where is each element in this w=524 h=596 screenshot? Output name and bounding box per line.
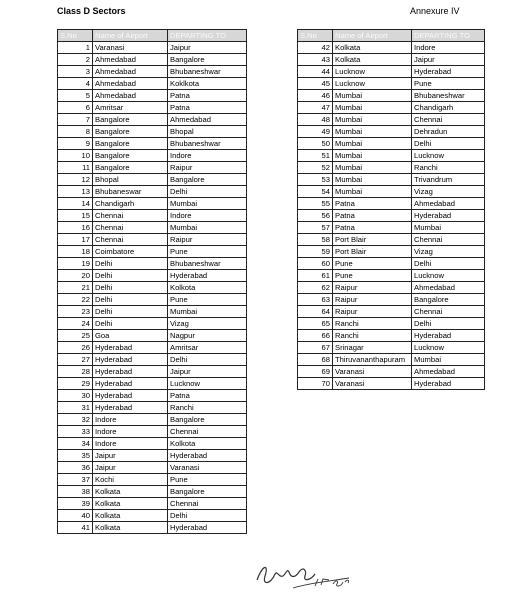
row-departing-to: Ahmedabad (412, 366, 485, 378)
table-row (58, 198, 247, 210)
row-serial-number: 67 (298, 342, 333, 354)
row-serial-number: 16 (58, 222, 93, 234)
sectors-table-right (297, 29, 485, 390)
row-serial-number: 14 (58, 198, 93, 210)
table-row (58, 150, 247, 162)
row-serial-number: 43 (298, 54, 333, 66)
row-airport: Mumbai (333, 138, 412, 150)
row-serial-number: 41 (58, 522, 93, 534)
row-serial-number: 57 (298, 222, 333, 234)
row-airport: Raipur (333, 306, 412, 318)
row-departing-to: Koklkota (168, 78, 247, 90)
row-serial-number: 37 (58, 474, 93, 486)
row-serial-number: 15 (58, 210, 93, 222)
row-departing-to: Ranchi (168, 402, 247, 414)
table-row (58, 510, 247, 522)
table-row (298, 90, 485, 102)
row-departing-to: Bangalore (168, 414, 247, 426)
row-departing-to: Bhubaneshwar (412, 90, 485, 102)
row-serial-number: 45 (298, 78, 333, 90)
header-airport: Name of Airport (93, 30, 168, 42)
row-airport: Raipur (333, 282, 412, 294)
table-row (298, 66, 485, 78)
row-serial-number: 60 (298, 258, 333, 270)
row-serial-number: 36 (58, 462, 93, 474)
row-serial-number: 23 (58, 306, 93, 318)
table-row (58, 174, 247, 186)
row-departing-to: Hyderabad (168, 450, 247, 462)
table-row (298, 102, 485, 114)
row-departing-to: Lucknow (412, 270, 485, 282)
row-airport: Delhi (93, 294, 168, 306)
row-airport: Raipur (333, 294, 412, 306)
row-airport: Thiruvananthapuram (333, 354, 412, 366)
sectors-table-left (57, 29, 247, 534)
table-row (298, 198, 485, 210)
row-departing-to: Pune (412, 78, 485, 90)
row-serial-number: 40 (58, 510, 93, 522)
row-airport: Varanasi (333, 378, 412, 390)
row-airport: Pune (333, 270, 412, 282)
table-row (58, 66, 247, 78)
row-departing-to: Jaipur (168, 42, 247, 54)
table-row (58, 462, 247, 474)
header-departing: DEPARTING TO (168, 30, 247, 42)
row-serial-number: 20 (58, 270, 93, 282)
header-sno: S.No (298, 30, 333, 42)
row-airport: Port Blair (333, 246, 412, 258)
row-serial-number: 47 (298, 102, 333, 114)
table-row (58, 234, 247, 246)
table-row (58, 270, 247, 282)
table-row (58, 354, 247, 366)
row-departing-to: Vizag (412, 186, 485, 198)
row-airport: Lucknow (333, 78, 412, 90)
row-serial-number: 8 (58, 126, 93, 138)
row-serial-number: 38 (58, 486, 93, 498)
row-departing-to: Mumbai (168, 306, 247, 318)
row-airport: Ahmedabad (93, 78, 168, 90)
row-departing-to: Mumbai (168, 222, 247, 234)
row-departing-to: Bhubaneshwar (168, 138, 247, 150)
row-airport: Lucknow (333, 66, 412, 78)
row-airport: Mumbai (333, 90, 412, 102)
table-row (298, 114, 485, 126)
row-airport: Delhi (93, 306, 168, 318)
row-departing-to: Lucknow (412, 342, 485, 354)
row-serial-number: 11 (58, 162, 93, 174)
table-row (298, 222, 485, 234)
row-departing-to: Ahmedabad (412, 198, 485, 210)
table-row (58, 186, 247, 198)
row-departing-to: Chennai (168, 498, 247, 510)
row-serial-number: 52 (298, 162, 333, 174)
row-airport: Mumbai (333, 174, 412, 186)
row-departing-to: Jaipur (412, 54, 485, 66)
row-airport: Mumbai (333, 102, 412, 114)
row-airport: Ranchi (333, 318, 412, 330)
row-departing-to: Chennai (412, 306, 485, 318)
row-departing-to: Ahmedabad (168, 114, 247, 126)
row-serial-number: 30 (58, 390, 93, 402)
row-airport: Ahmedabad (93, 54, 168, 66)
row-departing-to: Kolkota (168, 282, 247, 294)
row-departing-to: Raipur (168, 234, 247, 246)
row-departing-to: Hyderabad (168, 522, 247, 534)
row-serial-number: 31 (58, 402, 93, 414)
row-departing-to: Raipur (168, 162, 247, 174)
row-airport: Bangalore (93, 138, 168, 150)
row-serial-number: 10 (58, 150, 93, 162)
row-departing-to: Mumbai (168, 198, 247, 210)
row-airport: Ahmedabad (93, 66, 168, 78)
row-airport: Bhopal (93, 174, 168, 186)
row-departing-to: Patna (168, 390, 247, 402)
table-header-row (298, 30, 485, 42)
row-airport: Bhubaneswar (93, 186, 168, 198)
row-serial-number: 51 (298, 150, 333, 162)
table-row (58, 90, 247, 102)
row-serial-number: 7 (58, 114, 93, 126)
row-airport: Kochi (93, 474, 168, 486)
table-row (298, 378, 485, 390)
row-serial-number: 34 (58, 438, 93, 450)
row-departing-to: Jaipur (168, 366, 247, 378)
row-departing-to: Hyderabad (412, 330, 485, 342)
table-row (298, 306, 485, 318)
header-sno: S.No (58, 30, 93, 42)
table-row (298, 330, 485, 342)
row-serial-number: 6 (58, 102, 93, 114)
row-departing-to: Bhubaneshwar (168, 258, 247, 270)
table-row (58, 306, 247, 318)
row-departing-to: Vizag (168, 318, 247, 330)
row-serial-number: 19 (58, 258, 93, 270)
row-serial-number: 21 (58, 282, 93, 294)
row-serial-number: 66 (298, 330, 333, 342)
row-departing-to: Delhi (168, 186, 247, 198)
row-departing-to: Delhi (412, 318, 485, 330)
table-row (298, 342, 485, 354)
row-serial-number: 9 (58, 138, 93, 150)
row-serial-number: 44 (298, 66, 333, 78)
row-serial-number: 27 (58, 354, 93, 366)
row-departing-to: Lucknow (412, 150, 485, 162)
row-departing-to: Kolkota (168, 438, 247, 450)
row-airport: Chennai (93, 222, 168, 234)
row-airport: Kolkata (93, 486, 168, 498)
row-serial-number: 55 (298, 198, 333, 210)
row-airport: Bangalore (93, 162, 168, 174)
table-header-row (58, 30, 247, 42)
table-row (298, 282, 485, 294)
row-serial-number: 35 (58, 450, 93, 462)
row-airport: Mumbai (333, 150, 412, 162)
row-serial-number: 39 (58, 498, 93, 510)
row-serial-number: 42 (298, 42, 333, 54)
row-airport: Ahmedabad (93, 90, 168, 102)
row-airport: Kolkata (93, 522, 168, 534)
table-row (58, 126, 247, 138)
table-row (58, 318, 247, 330)
table-row (298, 126, 485, 138)
row-departing-to: Delhi (168, 354, 247, 366)
row-departing-to: Amritsar (168, 342, 247, 354)
table-row (58, 498, 247, 510)
row-airport: Hyderabad (93, 342, 168, 354)
row-departing-to: Mumbai (412, 354, 485, 366)
row-departing-to: Indore (168, 150, 247, 162)
table-row (298, 234, 485, 246)
table-row (58, 330, 247, 342)
table-row (298, 54, 485, 66)
row-airport: Hyderabad (93, 354, 168, 366)
row-airport: Amritsar (93, 102, 168, 114)
row-serial-number: 64 (298, 306, 333, 318)
row-departing-to: Pune (168, 474, 247, 486)
row-airport: Kolkata (333, 42, 412, 54)
row-serial-number: 53 (298, 174, 333, 186)
annexure-label: Annexure IV (410, 6, 460, 16)
row-departing-to: Indore (412, 42, 485, 54)
row-serial-number: 26 (58, 342, 93, 354)
row-serial-number: 62 (298, 282, 333, 294)
row-departing-to: Chennai (412, 114, 485, 126)
row-serial-number: 5 (58, 90, 93, 102)
table-row (298, 174, 485, 186)
row-serial-number: 3 (58, 66, 93, 78)
row-airport: Indore (93, 426, 168, 438)
row-departing-to: Patna (168, 102, 247, 114)
row-airport: Hyderabad (93, 378, 168, 390)
row-airport: Mumbai (333, 186, 412, 198)
row-serial-number: 68 (298, 354, 333, 366)
row-airport: Pune (333, 258, 412, 270)
page-title: Class D Sectors (57, 6, 126, 16)
row-airport: Delhi (93, 270, 168, 282)
table-row (298, 138, 485, 150)
row-serial-number: 61 (298, 270, 333, 282)
row-airport: Patna (333, 198, 412, 210)
row-departing-to: Patna (168, 90, 247, 102)
row-serial-number: 28 (58, 366, 93, 378)
row-serial-number: 22 (58, 294, 93, 306)
row-serial-number: 46 (298, 90, 333, 102)
table-row (298, 246, 485, 258)
table-row (298, 210, 485, 222)
table-row (58, 522, 247, 534)
table-row (58, 54, 247, 66)
signature (253, 558, 363, 594)
table-row (58, 138, 247, 150)
row-departing-to: Vizag (412, 246, 485, 258)
row-serial-number: 29 (58, 378, 93, 390)
header-airport: Name of Airport (333, 30, 412, 42)
row-airport: Ranchi (333, 330, 412, 342)
table-row (58, 102, 247, 114)
row-departing-to: Bangalore (168, 486, 247, 498)
row-departing-to: Hyderabad (168, 270, 247, 282)
table-row (58, 210, 247, 222)
row-serial-number: 63 (298, 294, 333, 306)
row-airport: Jaipur (93, 450, 168, 462)
row-airport: Bangalore (93, 114, 168, 126)
table-row (298, 294, 485, 306)
row-airport: Delhi (93, 258, 168, 270)
row-airport: Varanasi (93, 42, 168, 54)
table-row (58, 366, 247, 378)
header-departing: DEPARTING TO (412, 30, 485, 42)
row-airport: Chennai (93, 234, 168, 246)
row-departing-to: Bangalore (412, 294, 485, 306)
row-airport: Indore (93, 414, 168, 426)
row-airport: Kolkata (93, 498, 168, 510)
table-row (58, 114, 247, 126)
row-airport: Bangalore (93, 150, 168, 162)
row-serial-number: 59 (298, 246, 333, 258)
row-airport: Bangalore (93, 126, 168, 138)
row-airport: Varanasi (333, 366, 412, 378)
row-serial-number: 17 (58, 234, 93, 246)
row-airport: Indore (93, 438, 168, 450)
row-departing-to: Indore (168, 210, 247, 222)
row-serial-number: 54 (298, 186, 333, 198)
row-serial-number: 2 (58, 54, 93, 66)
row-departing-to: Bangalore (168, 174, 247, 186)
row-airport: Mumbai (333, 126, 412, 138)
row-airport: Mumbai (333, 162, 412, 174)
table-row (58, 426, 247, 438)
row-departing-to: Pune (168, 294, 247, 306)
row-airport: Srinagar (333, 342, 412, 354)
row-departing-to: Chennai (412, 234, 485, 246)
table-row (298, 318, 485, 330)
row-departing-to: Delhi (412, 258, 485, 270)
row-departing-to: Varanasi (168, 462, 247, 474)
row-airport: Hyderabad (93, 402, 168, 414)
row-serial-number: 58 (298, 234, 333, 246)
row-departing-to: Hyderabad (412, 66, 485, 78)
table-row (298, 150, 485, 162)
table-row (58, 78, 247, 90)
row-serial-number: 50 (298, 138, 333, 150)
row-airport: Chandigarh (93, 198, 168, 210)
table-row (58, 294, 247, 306)
row-departing-to: Ahmedabad (412, 282, 485, 294)
row-serial-number: 25 (58, 330, 93, 342)
table-row (298, 366, 485, 378)
row-serial-number: 24 (58, 318, 93, 330)
row-serial-number: 33 (58, 426, 93, 438)
row-serial-number: 70 (298, 378, 333, 390)
row-airport: Hyderabad (93, 366, 168, 378)
row-airport: Delhi (93, 282, 168, 294)
row-airport: Patna (333, 210, 412, 222)
row-departing-to: Bhopal (168, 126, 247, 138)
table-row (58, 450, 247, 462)
row-departing-to: Bhubaneshwar (168, 66, 247, 78)
row-departing-to: Pune (168, 246, 247, 258)
table-row (58, 414, 247, 426)
table-row (58, 222, 247, 234)
row-departing-to: Bangalore (168, 54, 247, 66)
row-departing-to: Lucknow (168, 378, 247, 390)
row-airport: Mumbai (333, 114, 412, 126)
row-departing-to: Hyderabad (412, 210, 485, 222)
table-row (58, 258, 247, 270)
row-serial-number: 12 (58, 174, 93, 186)
row-airport: Delhi (93, 318, 168, 330)
row-airport: Hyderabad (93, 390, 168, 402)
row-serial-number: 13 (58, 186, 93, 198)
table-row (58, 42, 247, 54)
row-departing-to: Ranchi (412, 162, 485, 174)
row-departing-to: Dehradun (412, 126, 485, 138)
row-serial-number: 48 (298, 114, 333, 126)
table-row (298, 270, 485, 282)
row-airport: Kolkata (93, 510, 168, 522)
row-serial-number: 49 (298, 126, 333, 138)
row-departing-to: Delhi (168, 510, 247, 522)
table-row (58, 246, 247, 258)
row-airport: Patna (333, 222, 412, 234)
row-departing-to: Trivandrum (412, 174, 485, 186)
row-departing-to: Hyderabad (412, 378, 485, 390)
row-serial-number: 18 (58, 246, 93, 258)
table-row (58, 474, 247, 486)
table-row (298, 78, 485, 90)
row-serial-number: 4 (58, 78, 93, 90)
row-departing-to: Mumbai (412, 222, 485, 234)
table-row (58, 402, 247, 414)
row-airport: Kolkata (333, 54, 412, 66)
table-row (298, 42, 485, 54)
table-row (58, 282, 247, 294)
table-row (298, 354, 485, 366)
row-airport: Chennai (93, 210, 168, 222)
row-airport: Port Blair (333, 234, 412, 246)
table-row (58, 438, 247, 450)
table-row (58, 486, 247, 498)
row-departing-to: Delhi (412, 138, 485, 150)
row-serial-number: 1 (58, 42, 93, 54)
row-airport: Coimbatore (93, 246, 168, 258)
row-departing-to: Chandigarh (412, 102, 485, 114)
row-airport: Jaipur (93, 462, 168, 474)
table-row (298, 162, 485, 174)
table-row (298, 258, 485, 270)
row-departing-to: Chennai (168, 426, 247, 438)
table-row (58, 162, 247, 174)
row-airport: Goa (93, 330, 168, 342)
table-row (58, 378, 247, 390)
table-row (298, 186, 485, 198)
row-departing-to: Nagpur (168, 330, 247, 342)
row-serial-number: 65 (298, 318, 333, 330)
row-serial-number: 32 (58, 414, 93, 426)
table-row (58, 390, 247, 402)
row-serial-number: 56 (298, 210, 333, 222)
table-row (58, 342, 247, 354)
row-serial-number: 69 (298, 366, 333, 378)
